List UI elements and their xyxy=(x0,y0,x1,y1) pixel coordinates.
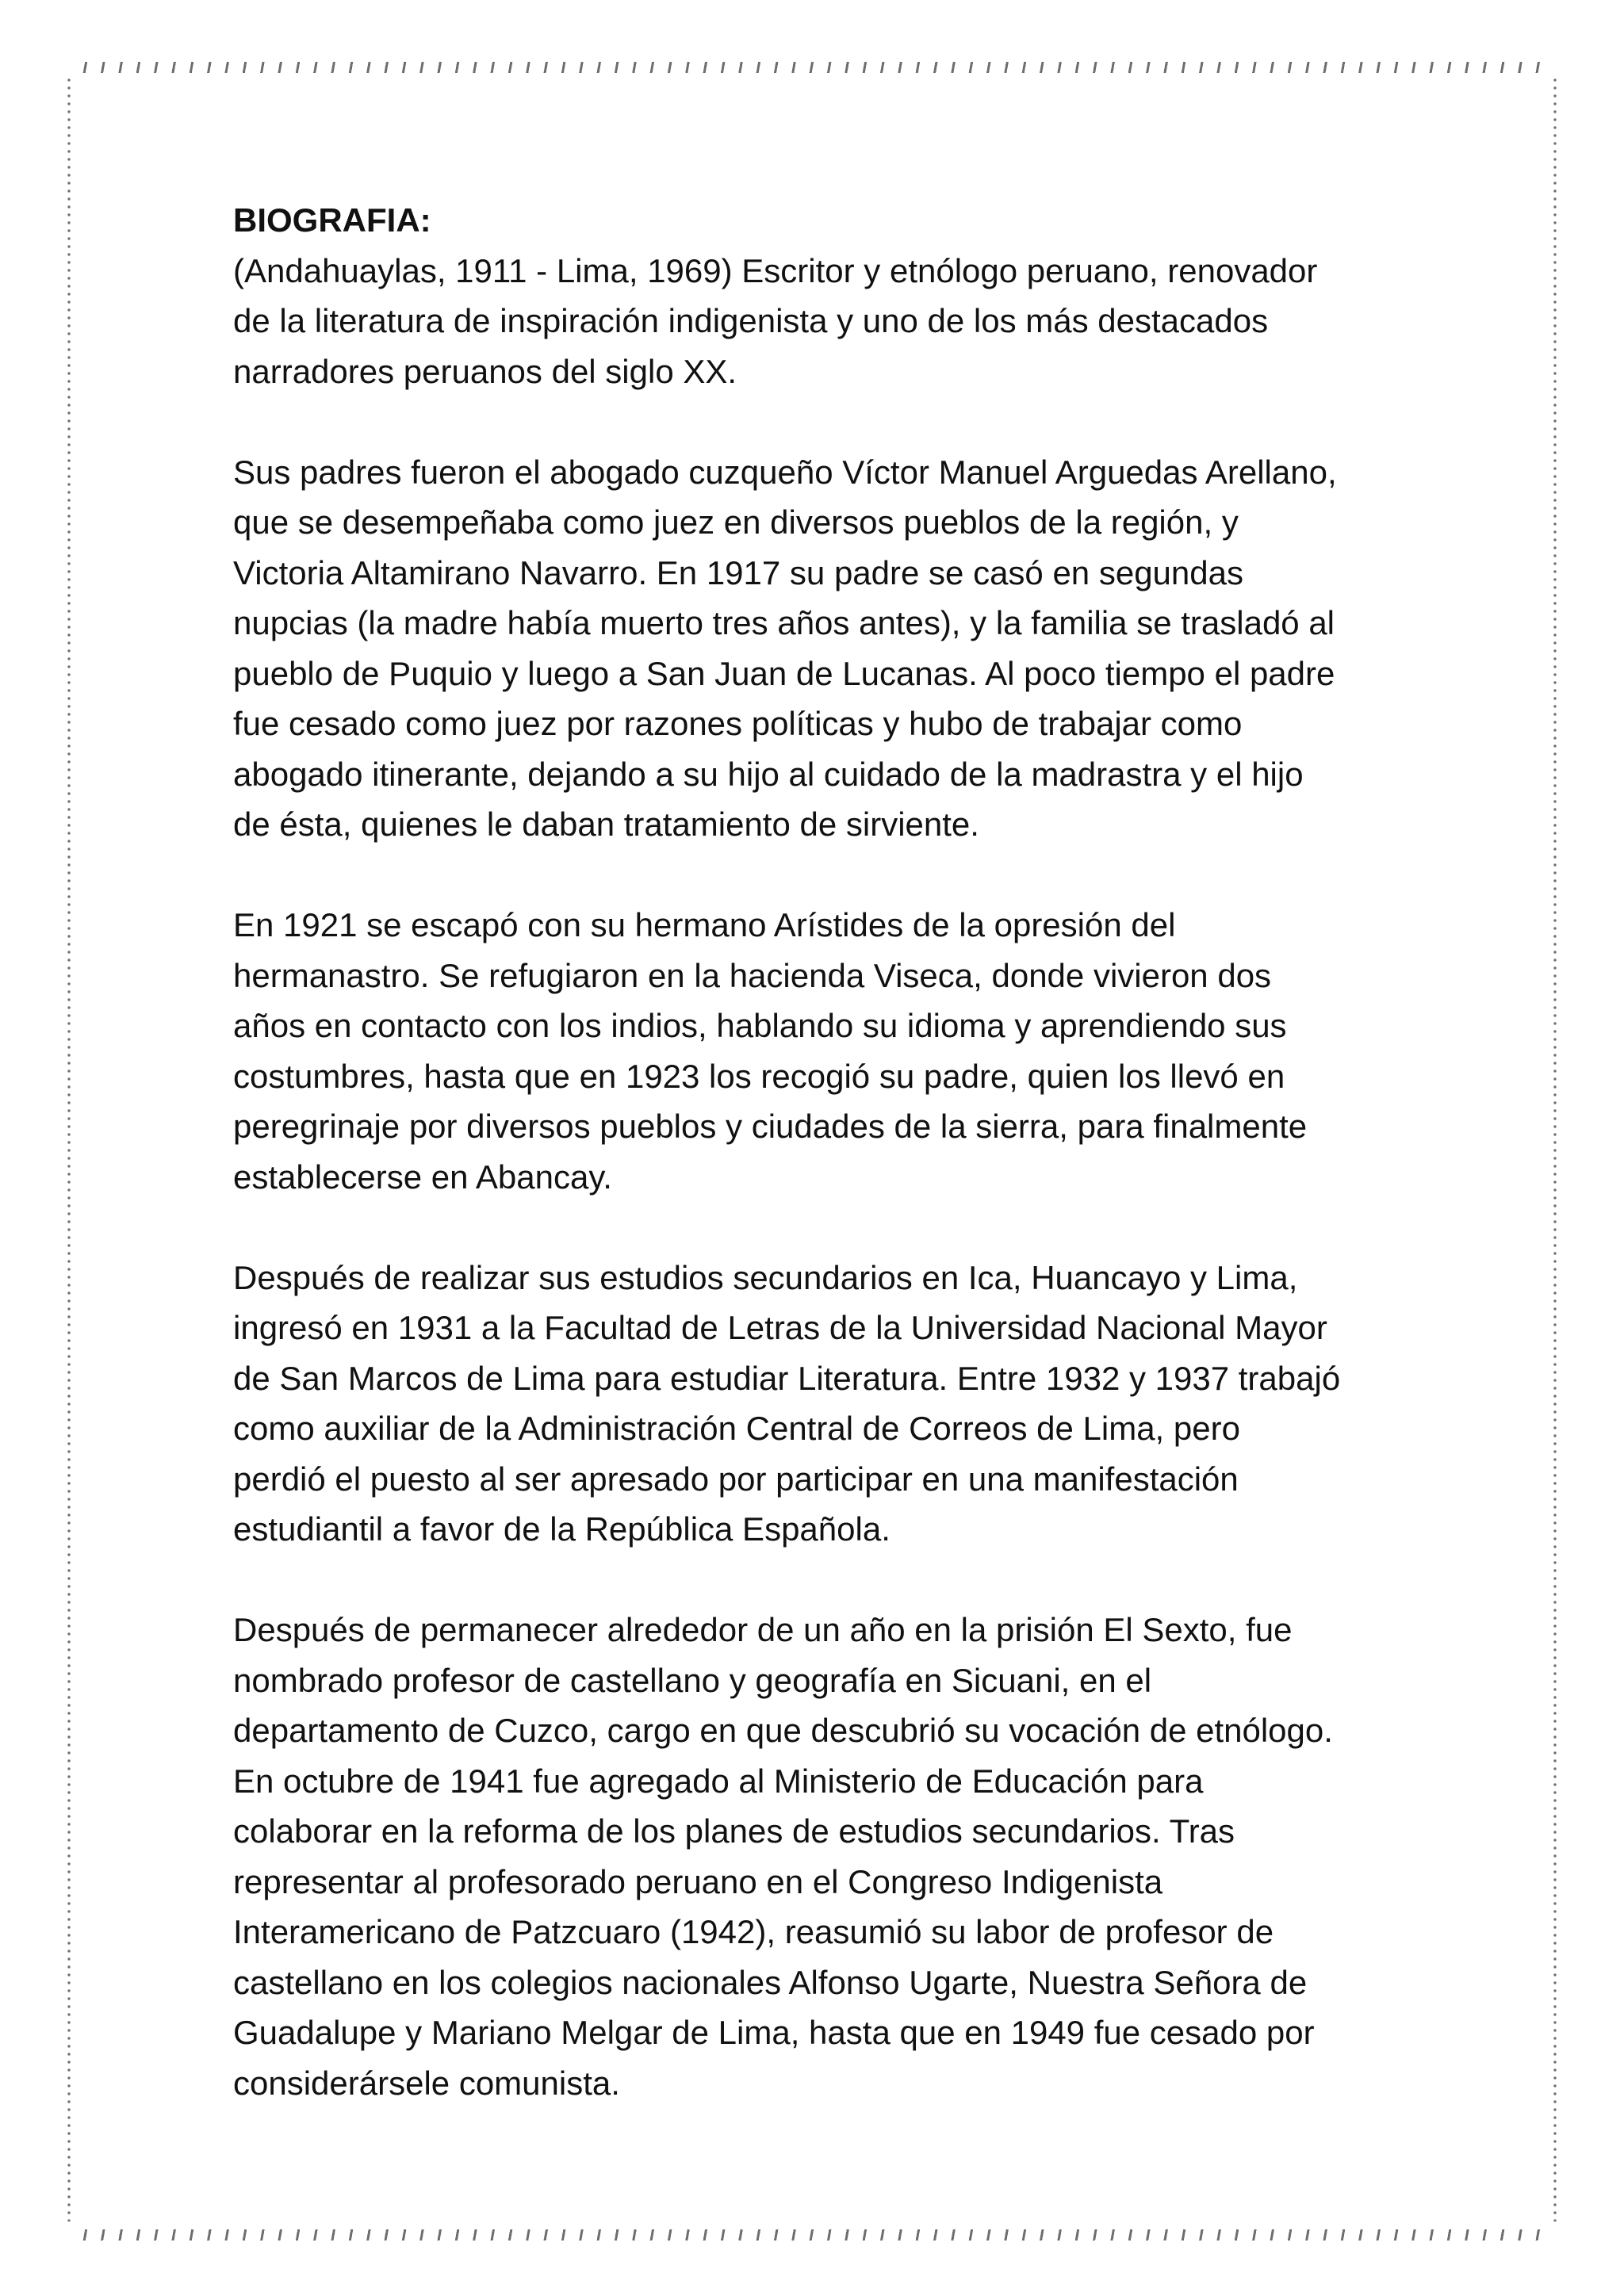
text-line: nombrado profesor de castellano y geografía en Sicuani, en el xyxy=(233,1661,1152,1699)
text-line: Guadalupe y Mariano Melgar de Lima, hasta que en 1949 fue cesado por xyxy=(233,2014,1315,2051)
paragraph-1 xyxy=(233,246,1423,397)
page-border-left xyxy=(67,76,71,2221)
paragraph-3 xyxy=(233,900,1423,1202)
text-line: de ésta, quienes le daban tratamiento de sirviente. xyxy=(233,806,979,843)
text-line: que se desempeñaba como juez en diversos pueblos de la región, y xyxy=(233,503,1239,541)
text-line: Después de permanecer alrededor de un año en la prisión El Sexto, fue xyxy=(233,1611,1293,1648)
text-line: considerársele comunista. xyxy=(233,2064,620,2102)
text-line: Después de realizar sus estudios secundarios en Ica, Huancayo y Lima, xyxy=(233,1258,1298,1296)
text-line: ingresó en 1931 a la Facultad de Letras de la Universidad Nacional Mayor xyxy=(233,1309,1327,1346)
text-line: colaborar en la reforma de los planes de estudios secundarios. Tras xyxy=(233,1812,1235,1850)
paragraph-4 xyxy=(233,1253,1423,1555)
page-border-bottom xyxy=(76,2229,1551,2241)
page-border-top xyxy=(76,62,1551,73)
text-line: peregrinaje por diversos pueblos y ciudades de la sierra, para finalmente xyxy=(233,1108,1308,1145)
text-line: estudiantil a favor de la República Española. xyxy=(233,1510,891,1548)
text-line: castellano en los colegios nacionales Alfonso Ugarte, Nuestra Señora de xyxy=(233,1963,1308,2001)
text-line: de la literatura de inspiración indigenista y uno de los más destacados xyxy=(233,302,1269,339)
text-line: (Andahuaylas, 1911 - Lima, 1969) Escritor y etnólogo peruano, renovador xyxy=(233,251,1318,289)
paragraph-2 xyxy=(233,447,1423,850)
text-line: En 1921 se escapó con su hermano Arístides de la opresión del xyxy=(233,906,1176,943)
text-line: Interamericano de Patzcuaro (1942), reasumió su labor de profesor de xyxy=(233,1913,1274,1950)
text-line: hermanastro. Se refugiaron en la hacienda Viseca, donde vivieron dos xyxy=(233,956,1272,994)
text-line: Sus padres fueron el abogado cuzqueño Víctor Manuel Arguedas Arellano, xyxy=(233,453,1337,491)
text-line: En octubre de 1941 fue agregado al Ministerio de Educación para xyxy=(233,1762,1204,1800)
text-line: como auxiliar de la Administración Central de Correos de Lima, pero xyxy=(233,1410,1240,1447)
biography-heading: BIOGRAFIA: xyxy=(233,201,431,239)
text-line: costumbres, hasta que en 1923 los recogió su padre, quien los llevó en xyxy=(233,1057,1285,1095)
text-line: años en contacto con los indios, hablando su idioma y aprendiendo sus xyxy=(233,1007,1287,1044)
paragraph-5 xyxy=(233,1605,1423,2108)
text-line: narradores peruanos del siglo XX. xyxy=(233,352,737,390)
text-line: departamento de Cuzco, cargo en que descubrió su vocación de etnólogo. xyxy=(233,1712,1333,1749)
text-line: representar al profesorado peruano en el Congreso Indigenista xyxy=(233,1862,1163,1900)
page-border-right xyxy=(1553,76,1557,2221)
text-line: nupcias (la madre había muerto tres años antes), y la familia se trasladó al xyxy=(233,604,1335,641)
text-line: pueblo de Puquio y luego a San Juan de Lucanas. Al poco tiempo el padre xyxy=(233,654,1335,692)
text-line: Victoria Altamirano Navarro. En 1917 su padre se casó en segundas xyxy=(233,553,1243,591)
text-line: de San Marcos de Lima para estudiar Literatura. Entre 1932 y 1937 trabajó xyxy=(233,1359,1341,1397)
text-line: establecerse en Abancay. xyxy=(233,1158,612,1196)
text-line: abogado itinerante, dejando a su hijo al cuidado de la madrastra y el hijo xyxy=(233,755,1304,793)
text-line: perdió el puesto al ser apresado por participar en una manifestación xyxy=(233,1460,1239,1498)
document-body xyxy=(233,195,1423,2159)
text-line: fue cesado como juez por razones políticas y hubo de trabajar como xyxy=(233,705,1243,742)
